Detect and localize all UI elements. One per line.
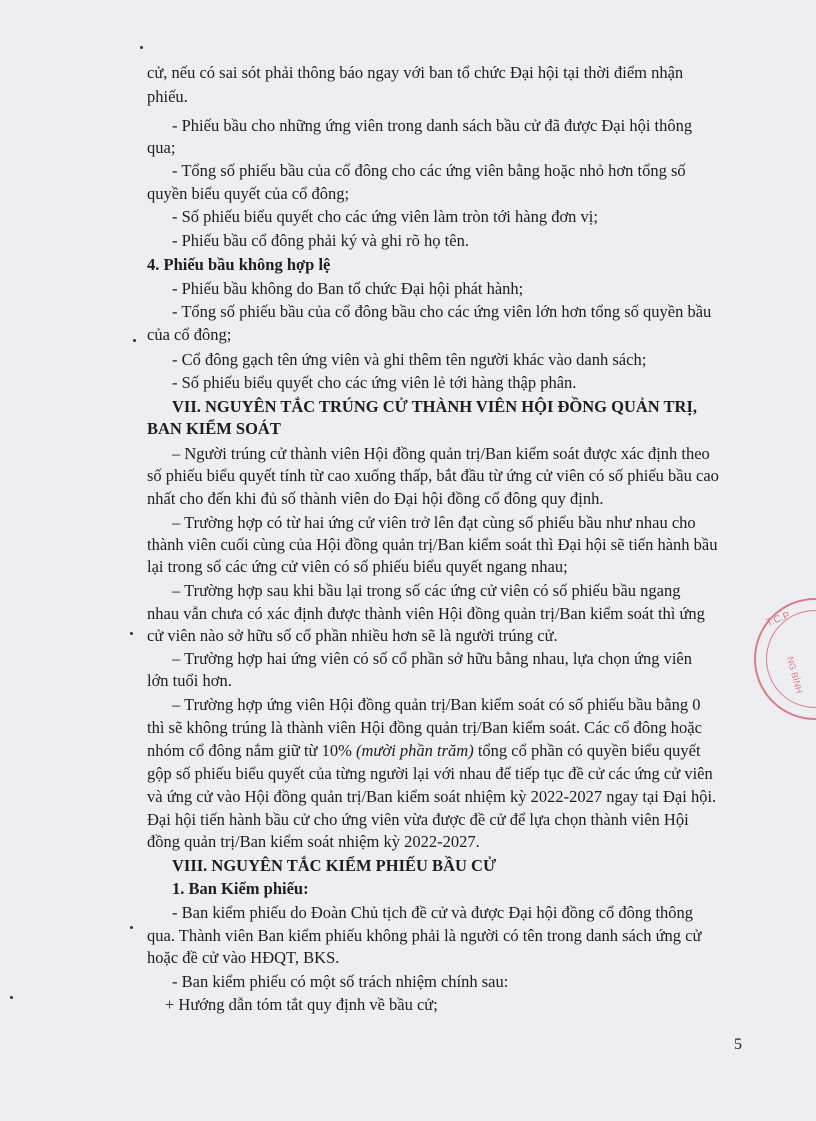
bullet-item: - Số phiếu biểu quyết cho các ứng viên lẻ tới hàng thập phân.	[172, 373, 577, 392]
text-line: lớn tuổi hơn.	[147, 671, 232, 690]
bullet-item: - Cổ đông gạch tên ứng viên và ghi thêm tên người khác vào danh sách;	[172, 350, 647, 369]
text-line: hoặc đề cử vào HĐQT, BKS.	[147, 948, 340, 967]
bullet-item: - Số phiếu biểu quyết cho các ứng viên làm tròn tới hàng đơn vị;	[172, 207, 598, 226]
italic-note: (mười phần trăm)	[356, 741, 474, 760]
text-line: gộp số phiếu biểu quyết của từng người lại với nhau để tiếp tục đề cử các ứng cử viên	[147, 764, 713, 783]
bullet-item: - Tổng số phiếu bầu của cổ đông cho các ứng viên bằng hoặc nhỏ hơn tổng số	[172, 161, 686, 180]
stamp-text: T.C.P	[764, 610, 792, 629]
dash-item: – Trường hợp có từ hai ứng cử viên trở lên đạt cùng số phiếu bầu như nhau cho	[172, 513, 696, 532]
section-heading: BAN KIỂM SOÁT	[147, 419, 281, 438]
text-run: nhóm cổ đông nắm giữ từ 10%	[147, 741, 356, 760]
text-line	[147, 740, 701, 762]
scan-speck	[133, 339, 136, 342]
dash-item: – Trường hợp sau khi bầu lại trong số các ứng cử viên có số phiếu bầu ngang	[172, 581, 681, 600]
text-line: số phiếu biểu quyết tính từ cao xuống thấp, bắt đầu từ ứng cử viên có số phiếu bầu cao	[147, 466, 719, 485]
scan-speck	[10, 996, 13, 999]
dash-item: – Trường hợp ứng viên Hội đồng quản trị/Ban kiểm soát có số phiếu bầu bằng 0	[172, 695, 701, 714]
bullet-item: - Phiếu bầu cho những ứng viên trong danh sách bầu cử đã được Đại hội thông	[172, 116, 693, 135]
text-line: qua. Thành viên Ban kiểm phiếu không phải là người có tên trong danh sách ứng cử	[147, 926, 702, 945]
text-line: qua;	[147, 138, 176, 157]
bullet-item: - Tổng số phiếu bầu của cổ đông bầu cho các ứng viên lớn hơn tổng số quyền bầu	[172, 302, 712, 321]
text-run: tổng cổ phần có quyền biểu quyết	[473, 741, 701, 760]
section-heading: 1. Ban Kiểm phiếu:	[172, 879, 309, 898]
scan-speck	[140, 46, 143, 49]
text-line: + Hướng dẫn tóm tắt quy định về bầu cử;	[165, 995, 438, 1014]
dash-item: – Trường hợp hai ứng viên có số cổ phần sở hữu bằng nhau, lựa chọn ứng viên	[172, 649, 692, 668]
section-heading: VII. NGUYÊN TẮC TRÚNG CỬ THÀNH VIÊN HỘI ĐỒNG QUẢN TRỊ,	[172, 397, 698, 416]
scan-speck	[130, 926, 133, 929]
page-number: 5	[734, 1036, 742, 1053]
text-line: cử, nếu có sai sót phải thông báo ngay với ban tổ chức Đại hội tại thời điểm nhận	[147, 63, 684, 82]
text-line: nhất cho đến khi đủ số thành viên do Đại hội đồng cổ đông quy định.	[147, 489, 604, 508]
text-line: của cổ đông;	[147, 325, 232, 344]
stamp-text: NG BÌNH	[785, 655, 805, 695]
text-line: nhau vẫn chưa có xác định được thành viên Hội đồng quản trị/Ban kiểm soát thì ứng	[147, 604, 705, 623]
text-line: thành viên cuối cùng của Hội đồng quản trị/Ban kiểm soát thì Đại hội sẽ tiến hành bầu	[147, 535, 718, 554]
text-line: quyền biểu quyết của cổ đông;	[147, 184, 350, 203]
text-line: thì sẽ không trúng là thành viên Hội đồng quản trị/Ban kiểm soát. Các cổ đông hoặc	[147, 718, 702, 737]
text-line: đồng quản trị/Ban kiểm soát nhiệm kỳ 2022-2027.	[147, 832, 480, 851]
bullet-item: - Ban kiểm phiếu do Đoàn Chủ tịch đề cử và được Đại hội đồng cổ đông thông	[172, 903, 694, 922]
company-stamp	[754, 598, 816, 720]
bullet-item: - Ban kiểm phiếu có một số trách nhiệm chính sau:	[172, 972, 509, 991]
dash-item: – Người trúng cử thành viên Hội đồng quản trị/Ban kiểm soát được xác định theo	[172, 444, 710, 463]
text-line: lại trong số các ứng cử viên có số phiếu biểu quyết ngang nhau;	[147, 557, 568, 576]
bullet-item: - Phiếu bầu không do Ban tổ chức Đại hội phát hành;	[172, 279, 524, 298]
text-line: và ứng cử vào Hội đồng quản trị/Ban kiểm soát nhiệm kỳ 2022-2027 ngay tại Đại hội.	[147, 787, 717, 806]
text-line: phiếu.	[147, 87, 188, 106]
bullet-item: - Phiếu bầu cổ đông phải ký và ghi rõ họ tên.	[172, 231, 469, 250]
section-heading: 4. Phiếu bầu không hợp lệ	[147, 255, 331, 274]
text-line: cử viên nào sở hữu số cổ phần nhiều hơn sẽ là người trúng cử.	[147, 626, 558, 645]
text-line: Đại hội tiến hành bầu cử cho ứng viên vừa được đề cử để lựa chọn thành viên Hội	[147, 810, 689, 829]
scan-speck	[130, 632, 133, 635]
section-heading: VIII. NGUYÊN TẮC KIỂM PHIẾU BẦU CỬ	[172, 856, 497, 875]
